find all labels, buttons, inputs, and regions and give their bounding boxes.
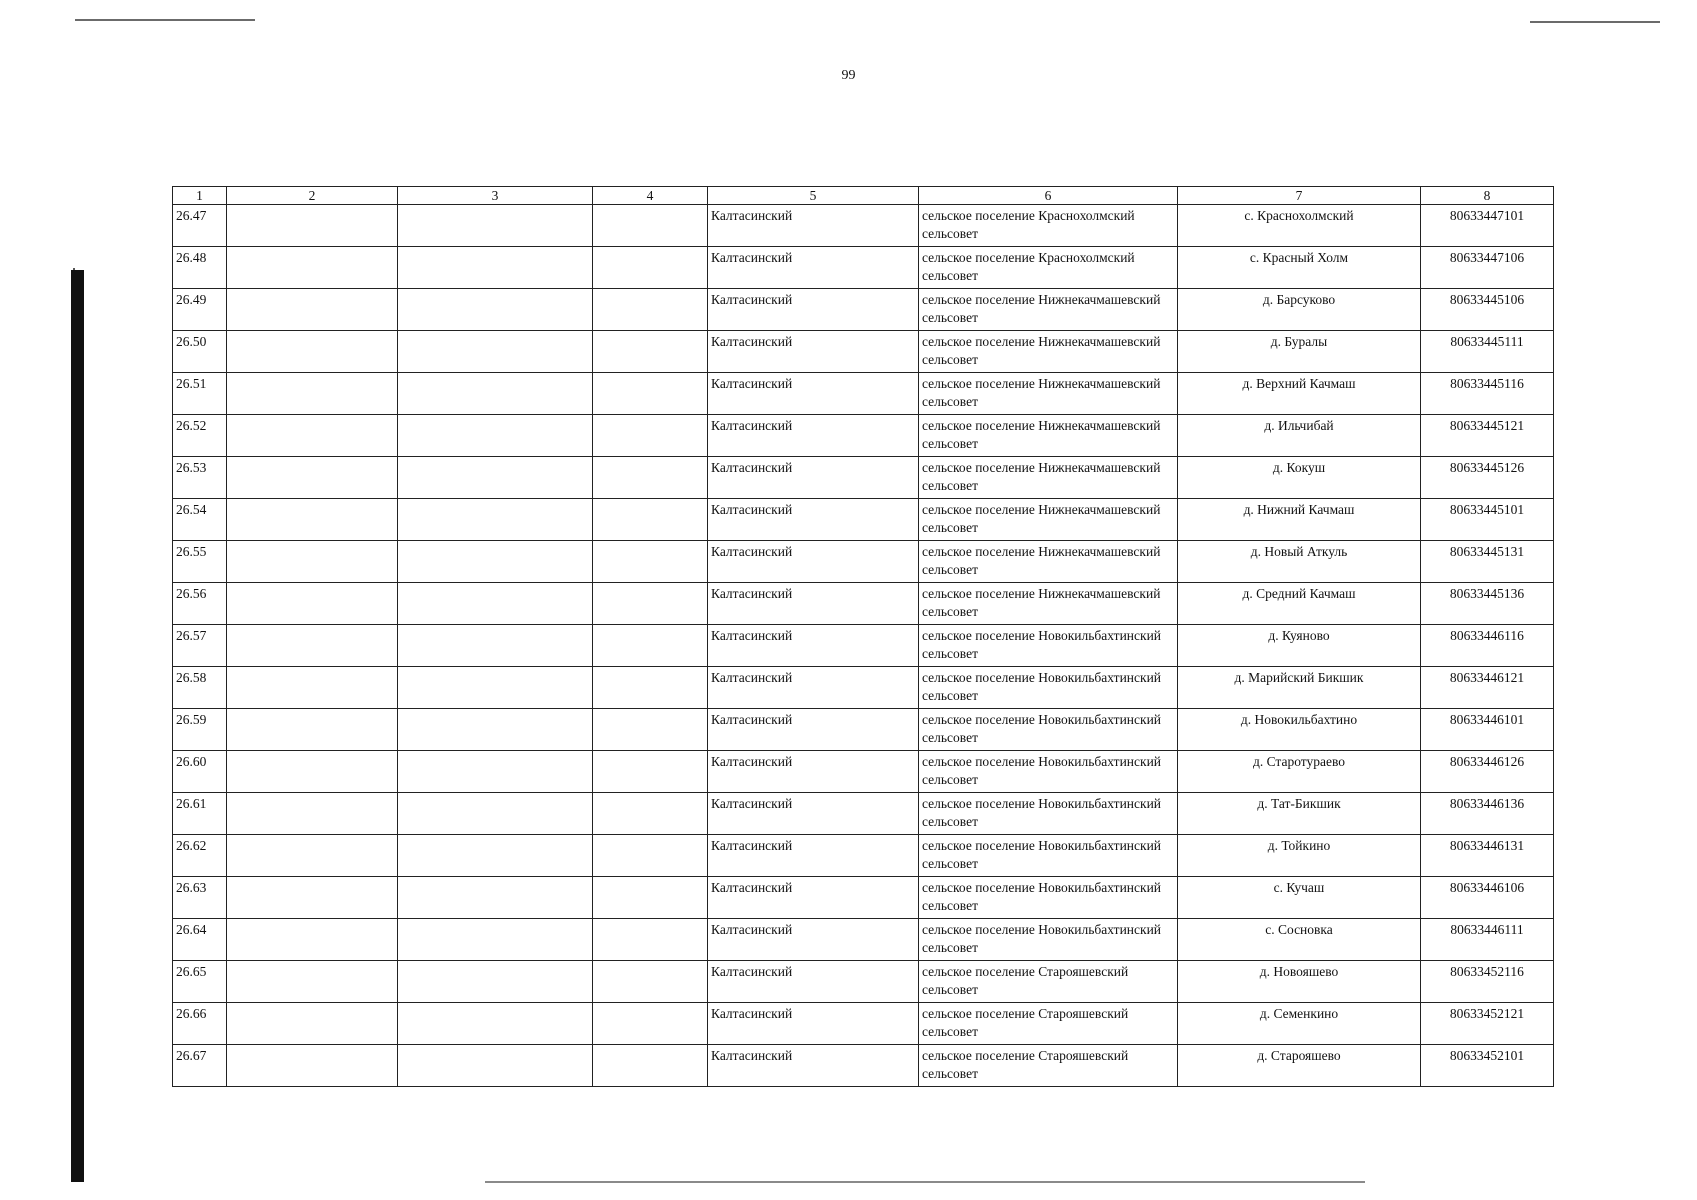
- empty-cell-col3: [398, 877, 593, 919]
- district-cell: Калтасинский: [708, 499, 919, 541]
- empty-cell-col4: [593, 205, 708, 247]
- empty-cell-col2: [227, 541, 398, 583]
- empty-cell-col2: [227, 835, 398, 877]
- village-cell: д. Семенкино: [1178, 1003, 1421, 1045]
- column-header-1: 1: [173, 187, 227, 205]
- village-cell: д. Кокуш: [1178, 457, 1421, 499]
- empty-cell-col4: [593, 919, 708, 961]
- empty-cell-col3: [398, 499, 593, 541]
- column-header-5: 5: [708, 187, 919, 205]
- empty-cell-col4: [593, 583, 708, 625]
- table-row: [173, 331, 1554, 373]
- empty-cell-col4: [593, 415, 708, 457]
- row-number-cell: 26.56: [173, 583, 227, 625]
- empty-cell-col4: [593, 499, 708, 541]
- oktmo-code-cell: 80633445111: [1421, 331, 1554, 373]
- empty-cell-col4: [593, 709, 708, 751]
- oktmo-code-cell: 80633447106: [1421, 247, 1554, 289]
- district-cell: Калтасинский: [708, 247, 919, 289]
- village-cell: с. Сосновка: [1178, 919, 1421, 961]
- row-number-cell: 26.65: [173, 961, 227, 1003]
- village-cell: с. Красный Холм: [1178, 247, 1421, 289]
- empty-cell-col2: [227, 247, 398, 289]
- village-cell: д. Старотураево: [1178, 751, 1421, 793]
- row-number-cell: 26.48: [173, 247, 227, 289]
- column-header-3: 3: [398, 187, 593, 205]
- district-cell: Калтасинский: [708, 205, 919, 247]
- row-number-cell: 26.66: [173, 1003, 227, 1045]
- row-number-cell: 26.60: [173, 751, 227, 793]
- district-cell: Калтасинский: [708, 1045, 919, 1087]
- scan-edge-line-bottom: [485, 1181, 1365, 1183]
- row-number-cell: 26.61: [173, 793, 227, 835]
- oktmo-code-cell: 80633446101: [1421, 709, 1554, 751]
- empty-cell-col3: [398, 709, 593, 751]
- empty-cell-col3: [398, 457, 593, 499]
- table-row: [173, 877, 1554, 919]
- oktmo-code-cell: 80633445106: [1421, 289, 1554, 331]
- settlement-cell: сельское поселение Нижнекачмашевский сельсовет: [919, 499, 1178, 541]
- village-cell: д. Новояшево: [1178, 961, 1421, 1003]
- empty-cell-col3: [398, 247, 593, 289]
- table-row: [173, 1045, 1554, 1087]
- settlement-cell: сельское поселение Новокильбахтинский сельсовет: [919, 709, 1178, 751]
- settlement-cell: сельское поселение Нижнекачмашевский сельсовет: [919, 457, 1178, 499]
- row-number-cell: 26.54: [173, 499, 227, 541]
- row-number-cell: 26.59: [173, 709, 227, 751]
- empty-cell-col3: [398, 541, 593, 583]
- empty-cell-col3: [398, 1045, 593, 1087]
- empty-cell-col4: [593, 1045, 708, 1087]
- district-cell: Калтасинский: [708, 793, 919, 835]
- village-cell: д. Буралы: [1178, 331, 1421, 373]
- village-cell: д. Новый Аткуль: [1178, 541, 1421, 583]
- empty-cell-col2: [227, 331, 398, 373]
- table-row: [173, 415, 1554, 457]
- table-row: [173, 1003, 1554, 1045]
- oktmo-code-cell: 80633446136: [1421, 793, 1554, 835]
- empty-cell-col3: [398, 793, 593, 835]
- table-row: [173, 247, 1554, 289]
- district-cell: Калтасинский: [708, 457, 919, 499]
- table-row: [173, 919, 1554, 961]
- empty-cell-col3: [398, 667, 593, 709]
- empty-cell-col4: [593, 625, 708, 667]
- village-cell: с. Кучаш: [1178, 877, 1421, 919]
- row-number-cell: 26.62: [173, 835, 227, 877]
- empty-cell-col3: [398, 289, 593, 331]
- empty-cell-col2: [227, 877, 398, 919]
- district-cell: Калтасинский: [708, 919, 919, 961]
- district-cell: Калтасинский: [708, 961, 919, 1003]
- empty-cell-col2: [227, 961, 398, 1003]
- empty-cell-col3: [398, 415, 593, 457]
- table-row: [173, 499, 1554, 541]
- district-cell: Калтасинский: [708, 373, 919, 415]
- empty-cell-col2: [227, 667, 398, 709]
- table-row: [173, 541, 1554, 583]
- table-row: [173, 667, 1554, 709]
- empty-cell-col4: [593, 373, 708, 415]
- district-cell: Калтасинский: [708, 751, 919, 793]
- oktmo-code-cell: 80633445126: [1421, 457, 1554, 499]
- empty-cell-col3: [398, 583, 593, 625]
- column-header-7: 7: [1178, 187, 1421, 205]
- settlements-table: [172, 186, 1554, 1087]
- column-header-8: 8: [1421, 187, 1554, 205]
- village-cell: д. Барсуково: [1178, 289, 1421, 331]
- table-row: [173, 835, 1554, 877]
- scan-binding-bar: [71, 270, 84, 1182]
- row-number-cell: 26.51: [173, 373, 227, 415]
- column-header-4: 4: [593, 187, 708, 205]
- row-number-cell: 26.55: [173, 541, 227, 583]
- table-row: [173, 625, 1554, 667]
- oktmo-code-cell: 80633445131: [1421, 541, 1554, 583]
- table-row: [173, 583, 1554, 625]
- table-row: [173, 373, 1554, 415]
- district-cell: Калтасинский: [708, 415, 919, 457]
- district-cell: Калтасинский: [708, 541, 919, 583]
- empty-cell-col3: [398, 1003, 593, 1045]
- settlement-cell: сельское поселение Новокильбахтинский сельсовет: [919, 667, 1178, 709]
- oktmo-code-cell: 80633446131: [1421, 835, 1554, 877]
- empty-cell-col2: [227, 415, 398, 457]
- settlement-cell: сельское поселение Новокильбахтинский сельсовет: [919, 751, 1178, 793]
- village-cell: д. Старояшево: [1178, 1045, 1421, 1087]
- empty-cell-col3: [398, 919, 593, 961]
- district-cell: Калтасинский: [708, 1003, 919, 1045]
- empty-cell-col3: [398, 331, 593, 373]
- oktmo-code-cell: 80633445116: [1421, 373, 1554, 415]
- oktmo-code-cell: 80633452121: [1421, 1003, 1554, 1045]
- oktmo-code-cell: 80633446106: [1421, 877, 1554, 919]
- empty-cell-col4: [593, 331, 708, 373]
- empty-cell-col4: [593, 751, 708, 793]
- district-cell: Калтасинский: [708, 331, 919, 373]
- district-cell: Калтасинский: [708, 289, 919, 331]
- empty-cell-col3: [398, 751, 593, 793]
- settlement-cell: сельское поселение Краснохолмский сельсовет: [919, 247, 1178, 289]
- empty-cell-col2: [227, 457, 398, 499]
- oktmo-code-cell: 80633446111: [1421, 919, 1554, 961]
- empty-cell-col2: [227, 1045, 398, 1087]
- empty-cell-col4: [593, 541, 708, 583]
- village-cell: д. Куяново: [1178, 625, 1421, 667]
- settlement-cell: сельское поселение Нижнекачмашевский сельсовет: [919, 415, 1178, 457]
- table-row: [173, 751, 1554, 793]
- table-row: [173, 205, 1554, 247]
- oktmo-code-cell: 80633446116: [1421, 625, 1554, 667]
- table-body: [173, 205, 1554, 1087]
- district-cell: Калтасинский: [708, 583, 919, 625]
- settlement-cell: сельское поселение Нижнекачмашевский сельсовет: [919, 583, 1178, 625]
- empty-cell-col2: [227, 583, 398, 625]
- empty-cell-col3: [398, 961, 593, 1003]
- oktmo-code-cell: 80633445101: [1421, 499, 1554, 541]
- oktmo-code-cell: 80633452116: [1421, 961, 1554, 1003]
- oktmo-code-cell: 80633446126: [1421, 751, 1554, 793]
- row-number-cell: 26.63: [173, 877, 227, 919]
- page-number: 99: [841, 68, 856, 83]
- row-number-cell: 26.52: [173, 415, 227, 457]
- column-header-6: 6: [919, 187, 1178, 205]
- settlement-cell: сельское поселение Нижнекачмашевский сельсовет: [919, 331, 1178, 373]
- empty-cell-col2: [227, 373, 398, 415]
- empty-cell-col4: [593, 289, 708, 331]
- scan-edge-line-top-right: [1530, 21, 1660, 23]
- table-row: [173, 793, 1554, 835]
- village-cell: д. Верхний Качмаш: [1178, 373, 1421, 415]
- row-number-cell: 26.49: [173, 289, 227, 331]
- empty-cell-col4: [593, 961, 708, 1003]
- village-cell: д. Средний Качмаш: [1178, 583, 1421, 625]
- empty-cell-col2: [227, 499, 398, 541]
- settlement-cell: сельское поселение Новокильбахтинский сельсовет: [919, 877, 1178, 919]
- village-cell: д. Ильчибай: [1178, 415, 1421, 457]
- empty-cell-col2: [227, 709, 398, 751]
- row-number-cell: 26.50: [173, 331, 227, 373]
- settlement-cell: сельское поселение Старояшевский сельсовет: [919, 1045, 1178, 1087]
- oktmo-code-cell: 80633452101: [1421, 1045, 1554, 1087]
- empty-cell-col2: [227, 205, 398, 247]
- district-cell: Калтасинский: [708, 709, 919, 751]
- district-cell: Калтасинский: [708, 625, 919, 667]
- row-number-cell: 26.47: [173, 205, 227, 247]
- settlement-cell: сельское поселение Краснохолмский сельсовет: [919, 205, 1178, 247]
- oktmo-code-cell: 80633447101: [1421, 205, 1554, 247]
- row-number-cell: 26.58: [173, 667, 227, 709]
- village-cell: с. Краснохолмский: [1178, 205, 1421, 247]
- header-row: [173, 187, 1554, 205]
- village-cell: д. Марийский Бикшик: [1178, 667, 1421, 709]
- table-row: [173, 457, 1554, 499]
- table-row: [173, 709, 1554, 751]
- empty-cell-col4: [593, 667, 708, 709]
- settlement-cell: сельское поселение Старояшевский сельсовет: [919, 1003, 1178, 1045]
- empty-cell-col3: [398, 373, 593, 415]
- empty-cell-col3: [398, 835, 593, 877]
- empty-cell-col2: [227, 289, 398, 331]
- settlement-cell: сельское поселение Нижнекачмашевский сельсовет: [919, 541, 1178, 583]
- empty-cell-col2: [227, 793, 398, 835]
- settlement-cell: сельское поселение Старояшевский сельсовет: [919, 961, 1178, 1003]
- empty-cell-col4: [593, 1003, 708, 1045]
- village-cell: д. Тат-Бикшик: [1178, 793, 1421, 835]
- row-number-cell: 26.67: [173, 1045, 227, 1087]
- column-header-2: 2: [227, 187, 398, 205]
- empty-cell-col4: [593, 457, 708, 499]
- oktmo-code-cell: 80633445121: [1421, 415, 1554, 457]
- table-row: [173, 961, 1554, 1003]
- row-number-cell: 26.64: [173, 919, 227, 961]
- village-cell: д. Нижний Качмаш: [1178, 499, 1421, 541]
- settlement-cell: сельское поселение Новокильбахтинский сельсовет: [919, 793, 1178, 835]
- empty-cell-col2: [227, 751, 398, 793]
- empty-cell-col4: [593, 247, 708, 289]
- village-cell: д. Новокильбахтино: [1178, 709, 1421, 751]
- empty-cell-col4: [593, 793, 708, 835]
- empty-cell-col4: [593, 835, 708, 877]
- settlement-cell: сельское поселение Нижнекачмашевский сельсовет: [919, 289, 1178, 331]
- village-cell: д. Тойкино: [1178, 835, 1421, 877]
- empty-cell-col4: [593, 877, 708, 919]
- settlement-cell: сельское поселение Новокильбахтинский сельсовет: [919, 625, 1178, 667]
- empty-cell-col3: [398, 205, 593, 247]
- row-number-cell: 26.53: [173, 457, 227, 499]
- empty-cell-col3: [398, 625, 593, 667]
- settlement-cell: сельское поселение Нижнекачмашевский сельсовет: [919, 373, 1178, 415]
- district-cell: Калтасинский: [708, 877, 919, 919]
- settlement-cell: сельское поселение Новокильбахтинский сельсовет: [919, 919, 1178, 961]
- oktmo-code-cell: 80633445136: [1421, 583, 1554, 625]
- district-cell: Калтасинский: [708, 835, 919, 877]
- empty-cell-col2: [227, 1003, 398, 1045]
- settlement-cell: сельское поселение Новокильбахтинский сельсовет: [919, 835, 1178, 877]
- district-cell: Калтасинский: [708, 667, 919, 709]
- scan-edge-line-top-left: [75, 19, 255, 21]
- table-row: [173, 289, 1554, 331]
- empty-cell-col2: [227, 625, 398, 667]
- row-number-cell: 26.57: [173, 625, 227, 667]
- oktmo-code-cell: 80633446121: [1421, 667, 1554, 709]
- empty-cell-col2: [227, 919, 398, 961]
